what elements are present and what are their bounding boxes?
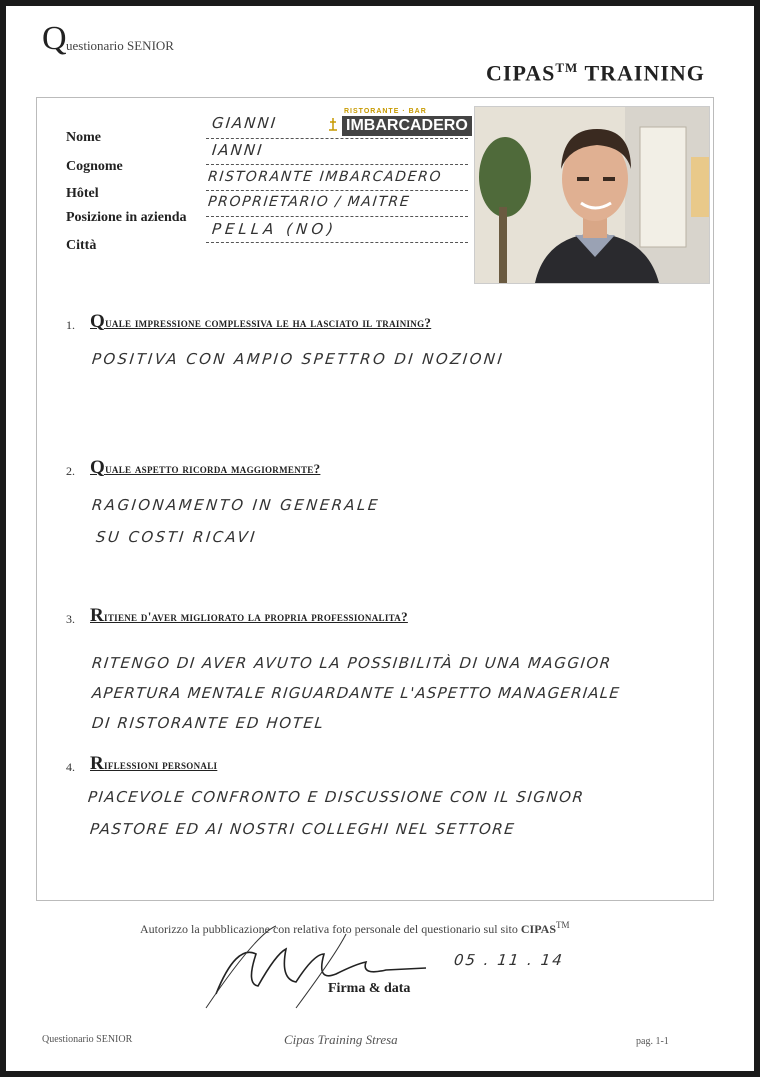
field-line-cognome	[206, 164, 468, 165]
q4-answer-line-1: PIACEVOLE CONFRONTO E DISCUSSIONE CON IL SIGNOR	[87, 788, 586, 806]
q3-number: 3.	[66, 612, 75, 626]
q3-answer-line-1: RITENGO DI AVER AVUTO LA POSSIBILITÀ DI UNA MAGGIOR	[91, 654, 613, 672]
q2-answer-line-1: RAGIONAMENTO IN GENERALE	[91, 496, 381, 514]
q2-number: 2.	[66, 464, 75, 478]
q1-number: 1.	[66, 318, 75, 332]
q1-title: Quale impressione complessiva le ha lasciato il training?	[90, 311, 432, 332]
value-hotel: RISTORANTE IMBARCADERO	[207, 169, 443, 185]
field-line-hotel	[206, 190, 468, 191]
field-line-nome	[206, 138, 468, 139]
value-nome: GIANNI	[211, 114, 279, 132]
page-number: pag. 1-1	[636, 1036, 669, 1047]
questionnaire-page	[6, 6, 754, 1071]
label-cognome: Cognome	[66, 159, 123, 174]
footer-left: Questionario SENIOR	[42, 1034, 133, 1045]
field-line-posizione	[206, 216, 468, 217]
q4-number: 4.	[66, 760, 75, 774]
q4-title: Riflessioni personali	[90, 753, 218, 774]
signature	[196, 924, 436, 1014]
logo-mark-icon	[328, 118, 338, 132]
firma-label: Firma & data	[328, 981, 411, 996]
q2-title: Quale aspetto ricorda maggiormente?	[90, 457, 321, 478]
label-hotel: Hôtel	[66, 186, 99, 201]
brand-title: CIPAS™ TRAINING	[486, 60, 705, 86]
q3-answer-line-3: DI RISTORANTE ED HOTEL	[91, 714, 326, 732]
header-initial: Q	[42, 20, 67, 57]
value-posizione: PROPRIETARIO / MAITRE	[207, 194, 412, 210]
value-citta: PELLA (NO)	[211, 220, 338, 238]
q2-answer-line-2: SU COSTI RICAVI	[95, 528, 258, 546]
portrait-illustration	[475, 107, 709, 283]
label-citta: Città	[66, 238, 97, 253]
restaurant-logo: RISTORANTE · BAR IMBARCADERO	[324, 108, 458, 138]
value-cognome: IANNI	[211, 141, 265, 159]
q3-title: Ritiene d'aver migliorato la propria professionalita?	[90, 605, 408, 626]
footer-center: Cipas Training Stresa	[284, 1032, 398, 1047]
authorization-note: Autorizzo la pubblicazione con relativa foto personale del questionario sul sito CIPAS™	[140, 920, 570, 936]
field-line-citta	[206, 242, 468, 243]
q4-answer-line-2: PASTORE ED AI NOSTRI COLLEGHI NEL SETTORE	[89, 820, 517, 838]
label-posizione: Posizione in azienda	[66, 210, 187, 225]
personal-photo	[474, 106, 710, 284]
signature-date: 05 . 11 . 14	[453, 951, 565, 969]
header-title: uestionario SENIOR	[66, 38, 174, 53]
q3-answer-line-2: APERTURA MENTALE RIGUARDANTE L'ASPETTO MANAGERIALE	[91, 684, 622, 702]
label-nome: Nome	[66, 130, 101, 145]
q1-answer-line-1: POSITIVA CON AMPIO SPETTRO DI NOZIONI	[91, 350, 506, 368]
